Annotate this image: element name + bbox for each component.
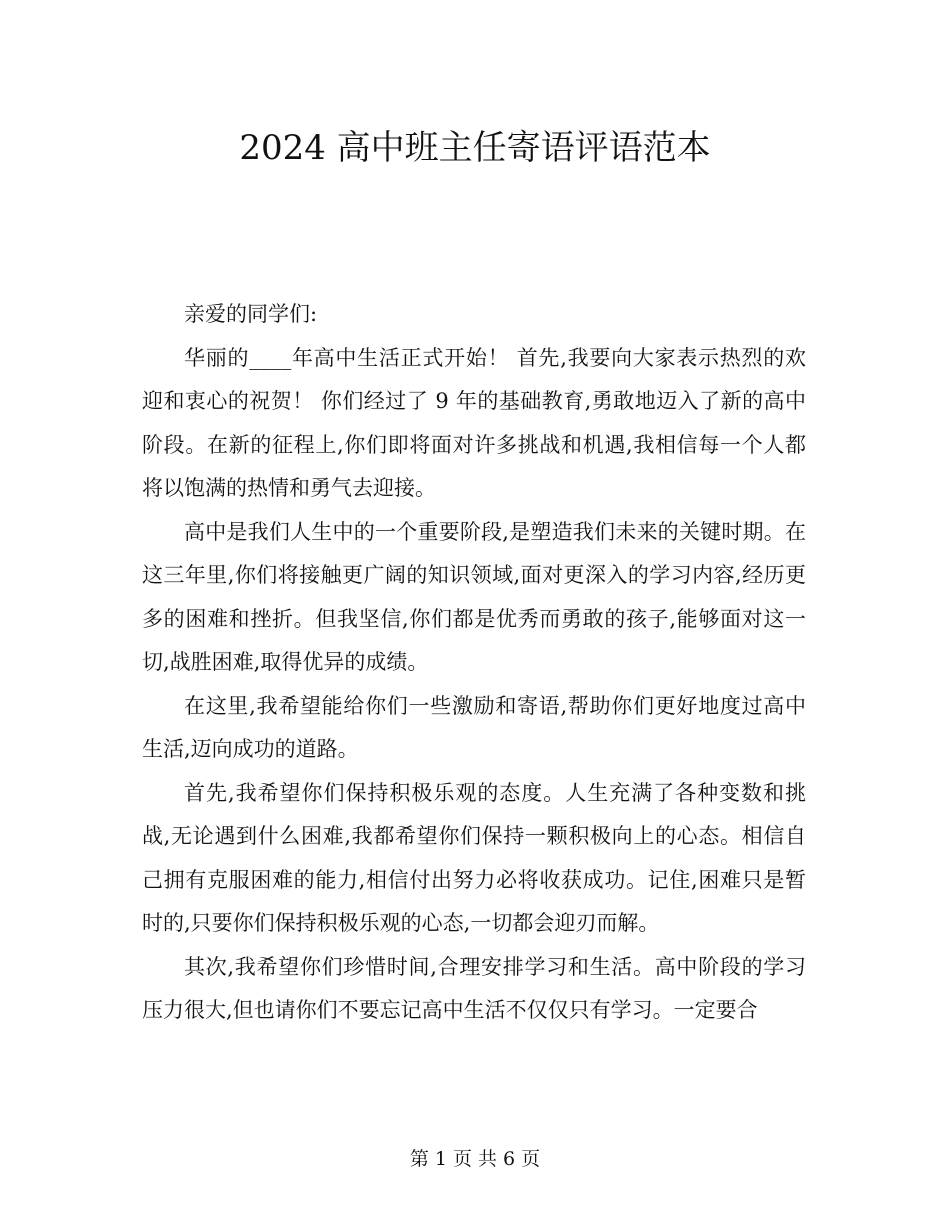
document-body bbox=[142, 293, 806, 1033]
paragraph: 首先,我希望你们保持积极乐观的态度。人生充满了各种变数和挑战,无论遇到什么困难,我都希望你们保持一颗积极向上的心态。相信自己拥有克服困难的能力,相信付出努力必将收获成功。记住,困难只是暂时的,只要你们保持积极乐观的心态,一切都会迎刃而解。 bbox=[142, 780, 806, 935]
document-title: 2024 高中班主任寄语评语范本 bbox=[239, 128, 711, 168]
paragraph: 华丽的____年高中生活正式开始！ 首先,我要向大家表示热烈的欢迎和衷心的祝贺！ 你们经过了 9 年的基础教育,勇敢地迈入了新的高中阶段。在新的征程上,你们即将面对许多挑战和机遇,我相信每一个人都将以饱满的热情和勇气去迎接。 bbox=[142, 345, 806, 500]
paragraph: 在这里,我希望能给你们一些激励和寄语,帮助你们更好地度过高中生活,迈向成功的道路。 bbox=[142, 693, 806, 761]
paragraph: 高中是我们人生中的一个重要阶段,是塑造我们未来的关键时期。在这三年里,你们将接触更广阔的知识领域,面对更深入的学习内容,经历更多的困难和挫折。但我坚信,你们都是优秀而勇敢的孩子,能够面对这一切,战胜困难,取得优异的成绩。 bbox=[142, 519, 806, 674]
greeting: 亲爱的同学们: bbox=[184, 302, 318, 326]
paragraph: 其次,我希望你们珍惜时间,合理安排学习和生活。高中阶段的学习压力很大,但也请你们不要忘记高中生活不仅仅只有学习。一定要合 bbox=[142, 954, 806, 1022]
page-footer: 第 1 页 共 6 页 bbox=[409, 1148, 541, 1170]
